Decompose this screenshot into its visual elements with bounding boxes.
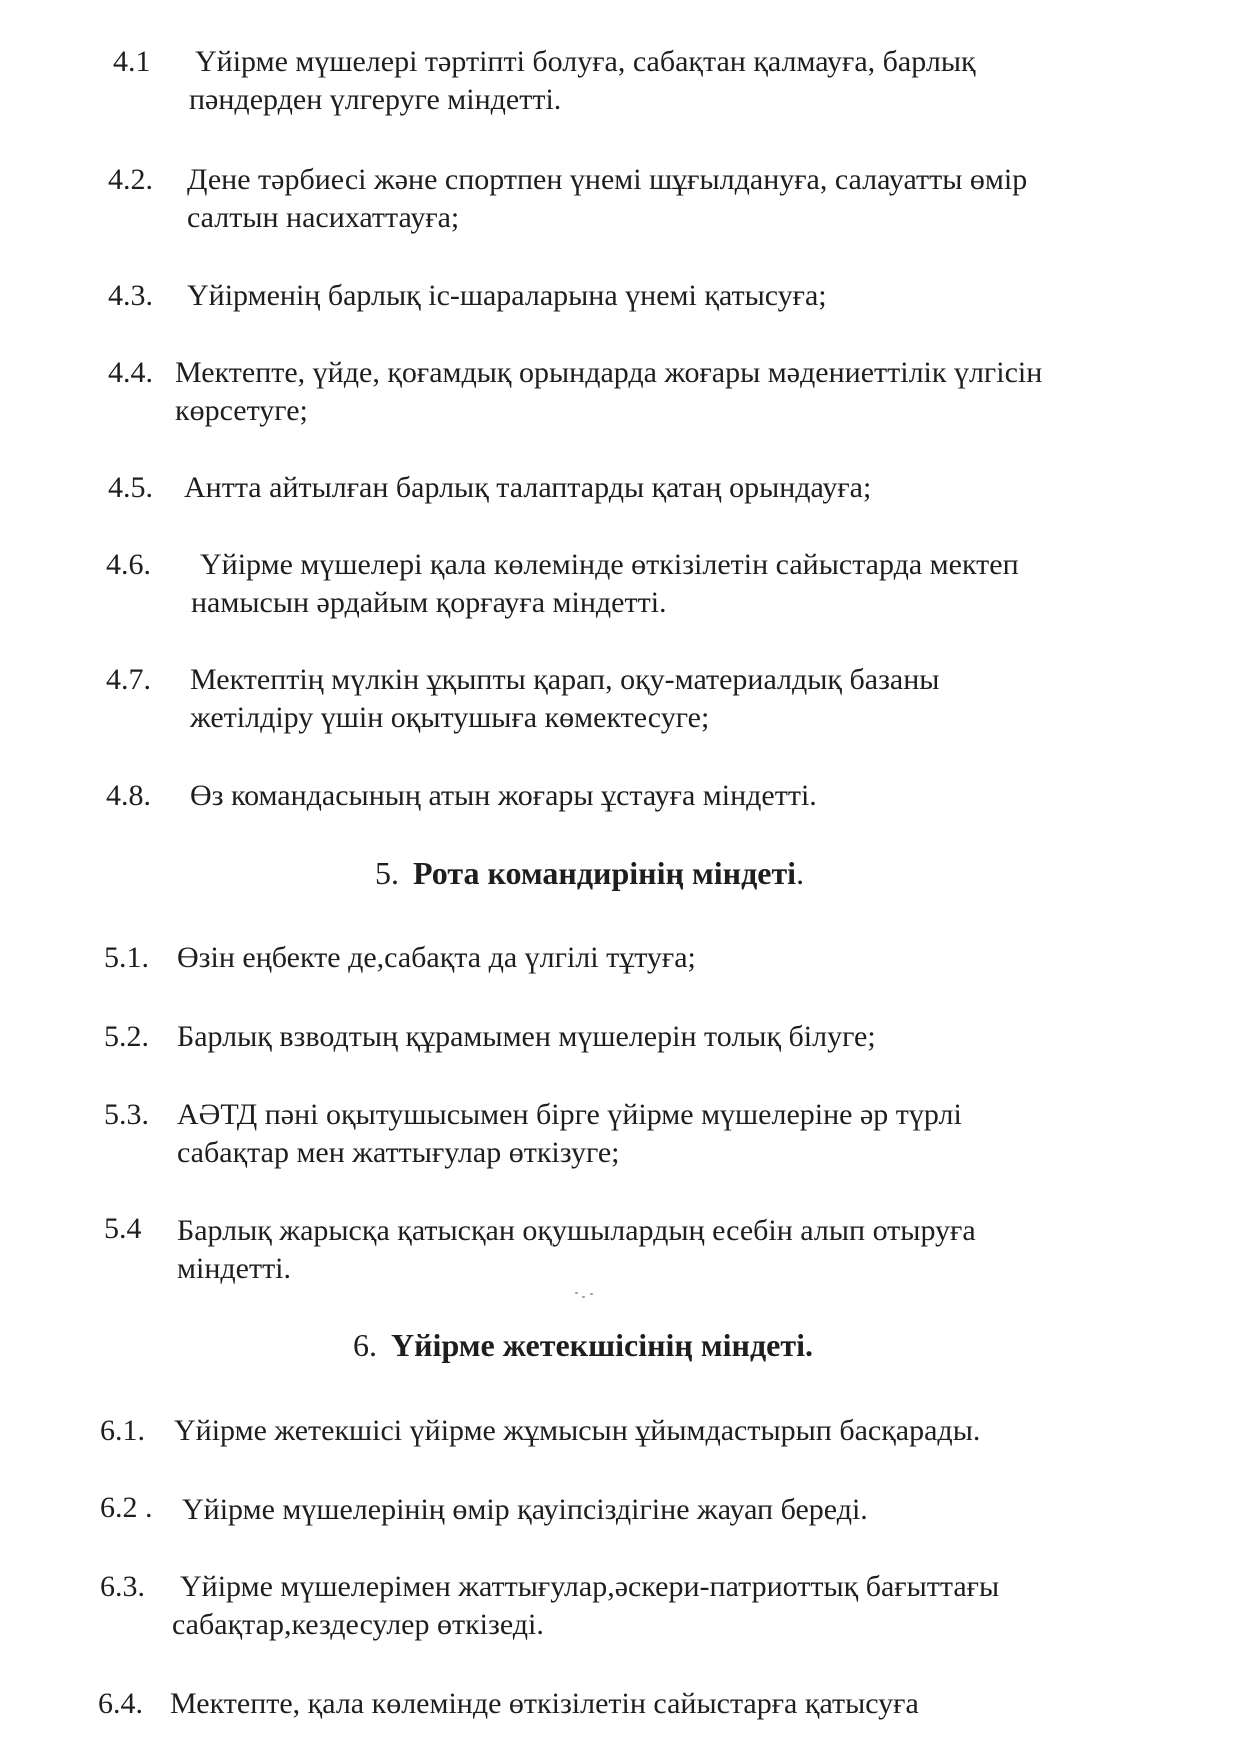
item-number: 6.3. — [100, 1570, 145, 1603]
item-number: 4.7. — [106, 663, 151, 696]
item-text-line: Үйірме мүшелері тәртіпті болуға, сабақтан қалмауға, барлық — [195, 45, 976, 78]
heading-number: 5. — [375, 855, 399, 891]
item-text-line: Өзін еңбекте де,сабақта да үлгілі тұтуға; — [177, 941, 696, 974]
item-number: 6.2 . — [100, 1491, 153, 1524]
item-text-line: сабақтар,кездесулер өткізеді. — [172, 1608, 544, 1641]
item-text-line: Мектепте, үйде, қоғамдық орындарда жоғары мәдениеттілік үлгісін — [175, 356, 1043, 389]
item-number: 5.4 — [104, 1212, 142, 1245]
item-text-line: жетілдіру үшін оқытушыға көмектесуге; — [190, 701, 710, 734]
item-text-line: Үйірме мүшелерімен жаттығулар,әскери-патриоттық бағыттағы — [180, 1570, 1000, 1603]
item-text-line: Үйірменің барлық іс-шараларына үнемі қатысуға; — [187, 279, 827, 312]
item-number: 6.1. — [100, 1414, 145, 1447]
item-text-line: Үйірме мүшелерінің өмір қауіпсіздігіне жауап береді. — [182, 1493, 868, 1526]
scan-speck — [575, 1292, 578, 1294]
item-text-line: пәндерден үлгеруге міндетті. — [189, 83, 562, 116]
item-text-line: міндетті. — [177, 1252, 292, 1285]
item-number: 4.2. — [108, 163, 153, 196]
heading-title: Үйірме жетекшісінің міндеті. — [391, 1327, 813, 1363]
item-text-line: Үйірме жетекшісі үйірме жұмысын ұйымдастырып басқарады. — [174, 1414, 981, 1447]
section-6-heading — [353, 1326, 813, 1364]
item-text-line: Өз командасының атын жоғары ұстауға міндетті. — [190, 779, 817, 812]
item-number: 5.2. — [104, 1020, 149, 1053]
item-number: 4.4. — [108, 356, 153, 389]
item-text-line: намысын әрдайым қорғауға міндетті. — [191, 586, 667, 619]
item-text-line: Мектептің мүлкін ұқыпты қарап, оқу-материалдық базаны — [190, 663, 940, 696]
item-text-line: Барлық жарысқа қатысқан оқушылардың есебін алып отыруға — [177, 1214, 976, 1247]
item-text-line: Дене тәрбиесі және спортпен үнемі шұғылдануға, салауатты өмір — [187, 163, 1028, 196]
item-number: 4.6. — [106, 548, 151, 581]
item-number: 5.1. — [104, 941, 149, 974]
scan-speck — [590, 1293, 593, 1295]
item-number: 4.1 — [113, 45, 151, 78]
item-text-line: Мектепте, қала көлемінде өткізілетін сайыстарға қатысуға — [170, 1687, 919, 1720]
item-number: 6.4. — [98, 1687, 143, 1720]
item-text-line: Антта айтылған барлық талаптарды қатаң орындауға; — [184, 471, 872, 504]
heading-title: Рота командирінің міндеті — [413, 855, 797, 891]
item-number: 5.3. — [104, 1098, 149, 1131]
item-number: 4.8. — [106, 779, 151, 812]
item-text-line: АӘТД пәні оқытушысымен бірге үйірме мүшелеріне әр түрлі — [177, 1098, 962, 1131]
item-text-line: сабақтар мен жаттығулар өткізуге; — [177, 1136, 620, 1169]
item-number: 4.5. — [108, 471, 153, 504]
item-text-line: салтын насихаттауға; — [187, 201, 460, 234]
item-number: 4.3. — [108, 279, 153, 312]
heading-number: 6. — [353, 1327, 377, 1363]
item-text-line: көрсетуге; — [175, 394, 308, 427]
item-text-line: Барлық взводтың құрамымен мүшелерін толық білуге; — [177, 1020, 876, 1053]
scan-speck — [582, 1296, 585, 1298]
heading-period: . — [796, 855, 805, 891]
section-5-heading — [375, 854, 804, 892]
item-text-line: Үйірме мүшелері қала көлемінде өткізілетін сайыстарда мектеп — [200, 548, 1019, 581]
